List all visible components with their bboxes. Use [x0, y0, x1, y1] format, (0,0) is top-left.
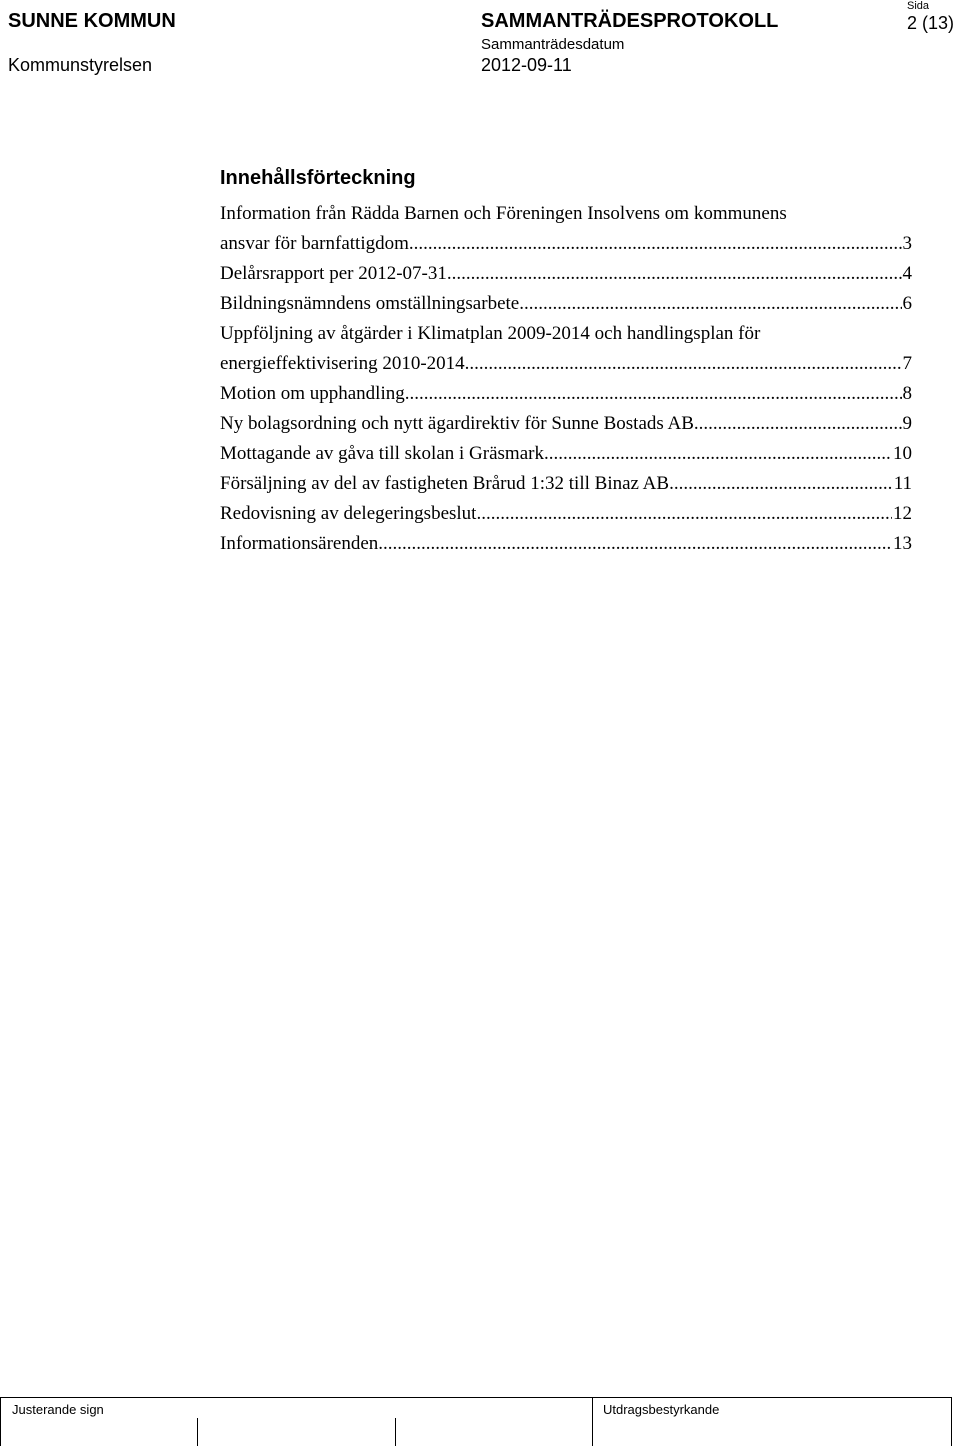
toc-list [220, 199, 912, 559]
toc-entry[interactable] [220, 379, 912, 409]
toc-entry-page-number: 7 [902, 353, 912, 374]
toc-entry-title: Mottagande av gåva till skolan i Gräsmark [220, 443, 544, 464]
toc-entry[interactable] [220, 439, 912, 469]
toc-entry-title: Informationsärenden [220, 533, 379, 554]
toc-entry-line [220, 229, 912, 259]
toc-dot-leader [378, 529, 892, 559]
toc-entry[interactable] [220, 469, 912, 499]
toc-dot-leader [669, 469, 893, 499]
toc-dot-leader [519, 289, 901, 319]
toc-entry[interactable] [220, 529, 912, 559]
meeting-date: 2012-09-11 [481, 55, 572, 75]
toc-entry-page-number: 8 [902, 383, 912, 404]
meeting-date-label: Sammanträdesdatum [481, 36, 625, 53]
document-title: SAMMANTRÄDESPROTOKOLL [481, 10, 779, 32]
toc-dot-leader [544, 439, 892, 469]
toc-entry-title: Redovisning av delegeringsbeslut [220, 503, 477, 524]
page-label: Sida [907, 0, 930, 12]
table-of-contents [220, 167, 912, 559]
toc-entry-line [220, 409, 912, 439]
toc-entry-title: ansvar för barnfattigdom [220, 233, 409, 254]
toc-entry-title-line: Information från Rädda Barnen och Föreningen Insolvens om kommunens [220, 203, 787, 224]
toc-entry-page-number: 3 [902, 233, 912, 254]
toc-entry[interactable] [220, 409, 912, 439]
toc-entry-title: Delårsrapport per 2012-07-31 [220, 263, 447, 284]
toc-heading: Innehållsförteckning [220, 167, 416, 189]
toc-entry-line [220, 289, 912, 319]
toc-entry-line [220, 259, 912, 289]
toc-entry-line [220, 379, 912, 409]
toc-entry[interactable] [220, 289, 912, 319]
footer-divider [0, 1398, 1, 1446]
toc-dot-leader [405, 379, 902, 409]
toc-entry-line [220, 469, 912, 499]
toc-dot-leader [465, 349, 902, 379]
toc-entry-line [220, 529, 912, 559]
toc-entry[interactable] [220, 319, 912, 379]
page-number: 2 (13) [907, 13, 955, 33]
toc-entry[interactable] [220, 259, 912, 289]
board-name: Kommunstyrelsen [8, 55, 153, 75]
toc-entry-page-number: 9 [902, 413, 912, 434]
toc-entry-title: energieffektivisering 2010-2014 [220, 353, 465, 374]
signature-footer [0, 1397, 952, 1446]
toc-entry-title: Försäljning av del av fastigheten Brårud 1:32 till Binaz AB [220, 473, 670, 494]
footer-divider [951, 1398, 952, 1446]
toc-entry-line [220, 439, 912, 469]
toc-entry-title-line: Uppföljning av åtgärder i Klimatplan 2009-2014 och handlingsplan för [220, 323, 761, 344]
toc-entry[interactable] [220, 499, 912, 529]
toc-dot-leader [476, 499, 892, 529]
toc-entry-line [220, 499, 912, 529]
toc-entry-title: Motion om upphandling [220, 383, 405, 404]
footer-divider [197, 1418, 198, 1446]
organization-name: SUNNE KOMMUN [8, 10, 176, 32]
adjusting-signature-label: Justerande sign [12, 1402, 104, 1417]
toc-dot-leader [447, 259, 902, 289]
toc-entry-page-number: 13 [893, 533, 912, 554]
footer-divider [592, 1398, 593, 1446]
toc-entry-line [220, 349, 912, 379]
toc-entry-page-number: 10 [893, 443, 912, 464]
toc-entry-title: Bildningsnämndens omställningsarbete [220, 293, 520, 314]
extract-certifying-label: Utdragsbestyrkande [603, 1402, 720, 1417]
toc-dot-leader [409, 229, 902, 259]
toc-entry[interactable] [220, 199, 912, 259]
toc-entry-page-number: 6 [902, 293, 912, 314]
toc-dot-leader [694, 409, 902, 439]
toc-entry-title: Ny bolagsordning och nytt ägardirektiv för Sunne Bostads AB [220, 413, 694, 434]
toc-entry-page-number: 12 [893, 503, 912, 524]
toc-entry-page-number: 4 [902, 263, 912, 284]
footer-divider [395, 1418, 396, 1446]
toc-entry-page-number: 11 [893, 473, 912, 494]
